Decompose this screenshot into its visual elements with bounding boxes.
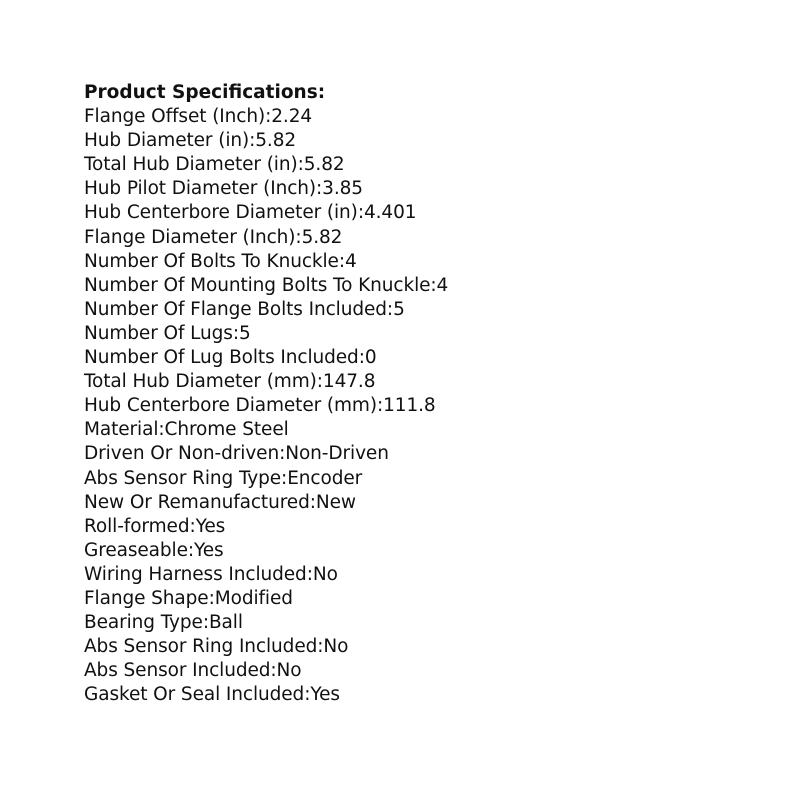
spec-row-material: Material:Chrome Steel [84,419,289,441]
spec-value: Non-Driven [285,443,389,465]
spec-row-abs-sensor-ring-included: Abs Sensor Ring Included:No [84,636,349,658]
spec-row-number-of-flange-bolts-included: Number Of Flange Bolts Included:5 [84,298,405,320]
spec-value: Chrome Steel [164,419,289,441]
spec-value: Yes [194,539,224,561]
spec-label: Hub Centerbore Diameter (in) [84,202,358,224]
spec-label: Wiring Harness Included [84,563,307,585]
spec-row-driven-or-non-driven: Driven Or Non-driven:Non-Driven [84,443,389,465]
spec-value: 5.82 [303,154,345,176]
spec-value: 5 [393,298,405,320]
spec-label: Number Of Lug Bolts Included [84,347,359,369]
spec-value: 111.8 [383,395,436,417]
spec-label: Total Hub Diameter (in) [84,154,298,176]
spec-row-flange-shape: Flange Shape:Modified [84,587,293,609]
spec-value: 147.8 [322,371,376,393]
spec-value: Yes [195,515,226,537]
spec-value: 5 [238,322,251,344]
spec-row-greaseable: Greaseable:Yes [84,539,224,561]
spec-label: Number Of Lugs [84,322,233,344]
spec-label: Abs Sensor Ring Type [84,467,282,489]
spec-value: Ball [208,612,243,634]
spec-label: Number Of Mounting Bolts To Knuckle [84,274,431,296]
spec-row-total-hub-diameter-in: Total Hub Diameter (in):5.82 [84,154,345,176]
spec-label: Flange Diameter (Inch) [84,226,296,248]
spec-value: 4.401 [363,202,417,224]
spec-row-abs-sensor-ring-type: Abs Sensor Ring Type:Encoder [84,467,363,489]
spec-value: 5.82 [301,226,343,248]
spec-label: Abs Sensor Included [84,660,271,682]
spec-row-number-of-bolts-to-knuckle: Number Of Bolts To Knuckle:4 [84,250,357,272]
spec-value: No [312,563,338,585]
spec-value: Encoder [287,467,363,489]
spec-label: Total Hub Diameter (mm) [84,371,317,393]
spec-row-gasket-or-seal-included: Gasket Or Seal Included:Yes [84,684,340,706]
spec-value: 0 [364,347,377,369]
specifications-heading: Product Specifications: [84,82,326,103]
spec-label: New Or Remanufactured [84,491,310,513]
spec-value: Yes [310,684,340,706]
spec-value: No [276,660,302,682]
spec-value: 5.82 [255,130,297,152]
spec-label: Material [84,419,159,441]
spec-row-wiring-harness-included: Wiring Harness Included:No [84,563,338,585]
spec-row-hub-centerbore-diameter-in: Hub Centerbore Diameter (in):4.401 [84,202,417,224]
spec-value: 3.85 [322,178,363,200]
spec-row-hub-centerbore-diameter-mm: Hub Centerbore Diameter (mm):111.8 [84,395,436,417]
spec-row-flange-offset-inch: Flange Offset (Inch):2.24 [84,106,313,128]
spec-label: Gasket Or Seal Included [84,684,305,706]
spec-label: Greaseable [84,539,188,561]
spec-value: Modified [214,587,293,609]
spec-value: 2.24 [271,106,313,128]
spec-value: 4 [436,274,449,296]
spec-label: Hub Pilot Diameter (Inch) [84,178,317,200]
spec-label: Driven Or Non-driven [84,443,280,465]
spec-label: Hub Centerbore Diameter (mm) [84,395,377,417]
spec-row-roll-formed: Roll-formed:Yes [84,515,226,537]
spec-row-hub-pilot-diameter-inch: Hub Pilot Diameter (Inch):3.85 [84,178,363,200]
spec-value: 4 [344,250,357,272]
spec-label: Number Of Flange Bolts Included [84,298,387,320]
spec-value: No [323,636,349,658]
spec-row-flange-diameter-inch: Flange Diameter (Inch):5.82 [84,226,343,248]
spec-label: Hub Diameter (in) [84,130,250,152]
spec-row-number-of-lug-bolts-included: Number Of Lug Bolts Included:0 [84,347,377,369]
spec-row-abs-sensor-included: Abs Sensor Included:No [84,660,302,682]
spec-label: Abs Sensor Ring Included [84,636,318,658]
spec-label: Flange Offset (Inch) [84,106,266,128]
spec-row-bearing-type: Bearing Type:Ball [84,612,243,634]
spec-list [84,105,800,707]
spec-label: Flange Shape [84,587,209,609]
spec-row-number-of-lugs: Number Of Lugs:5 [84,322,251,344]
spec-row-total-hub-diameter-mm: Total Hub Diameter (mm):147.8 [84,371,376,393]
spec-label: Roll-formed [84,515,190,537]
spec-row-new-or-remanufactured: New Or Remanufactured:New [84,491,356,513]
spec-label: Bearing Type [84,612,203,634]
spec-row-number-of-mounting-bolts-to-knuckle: Number Of Mounting Bolts To Knuckle:4 [84,274,449,296]
spec-label: Number Of Bolts To Knuckle [84,250,339,272]
spec-row-hub-diameter-in: Hub Diameter (in):5.82 [84,130,297,152]
spec-value: New [315,491,356,513]
